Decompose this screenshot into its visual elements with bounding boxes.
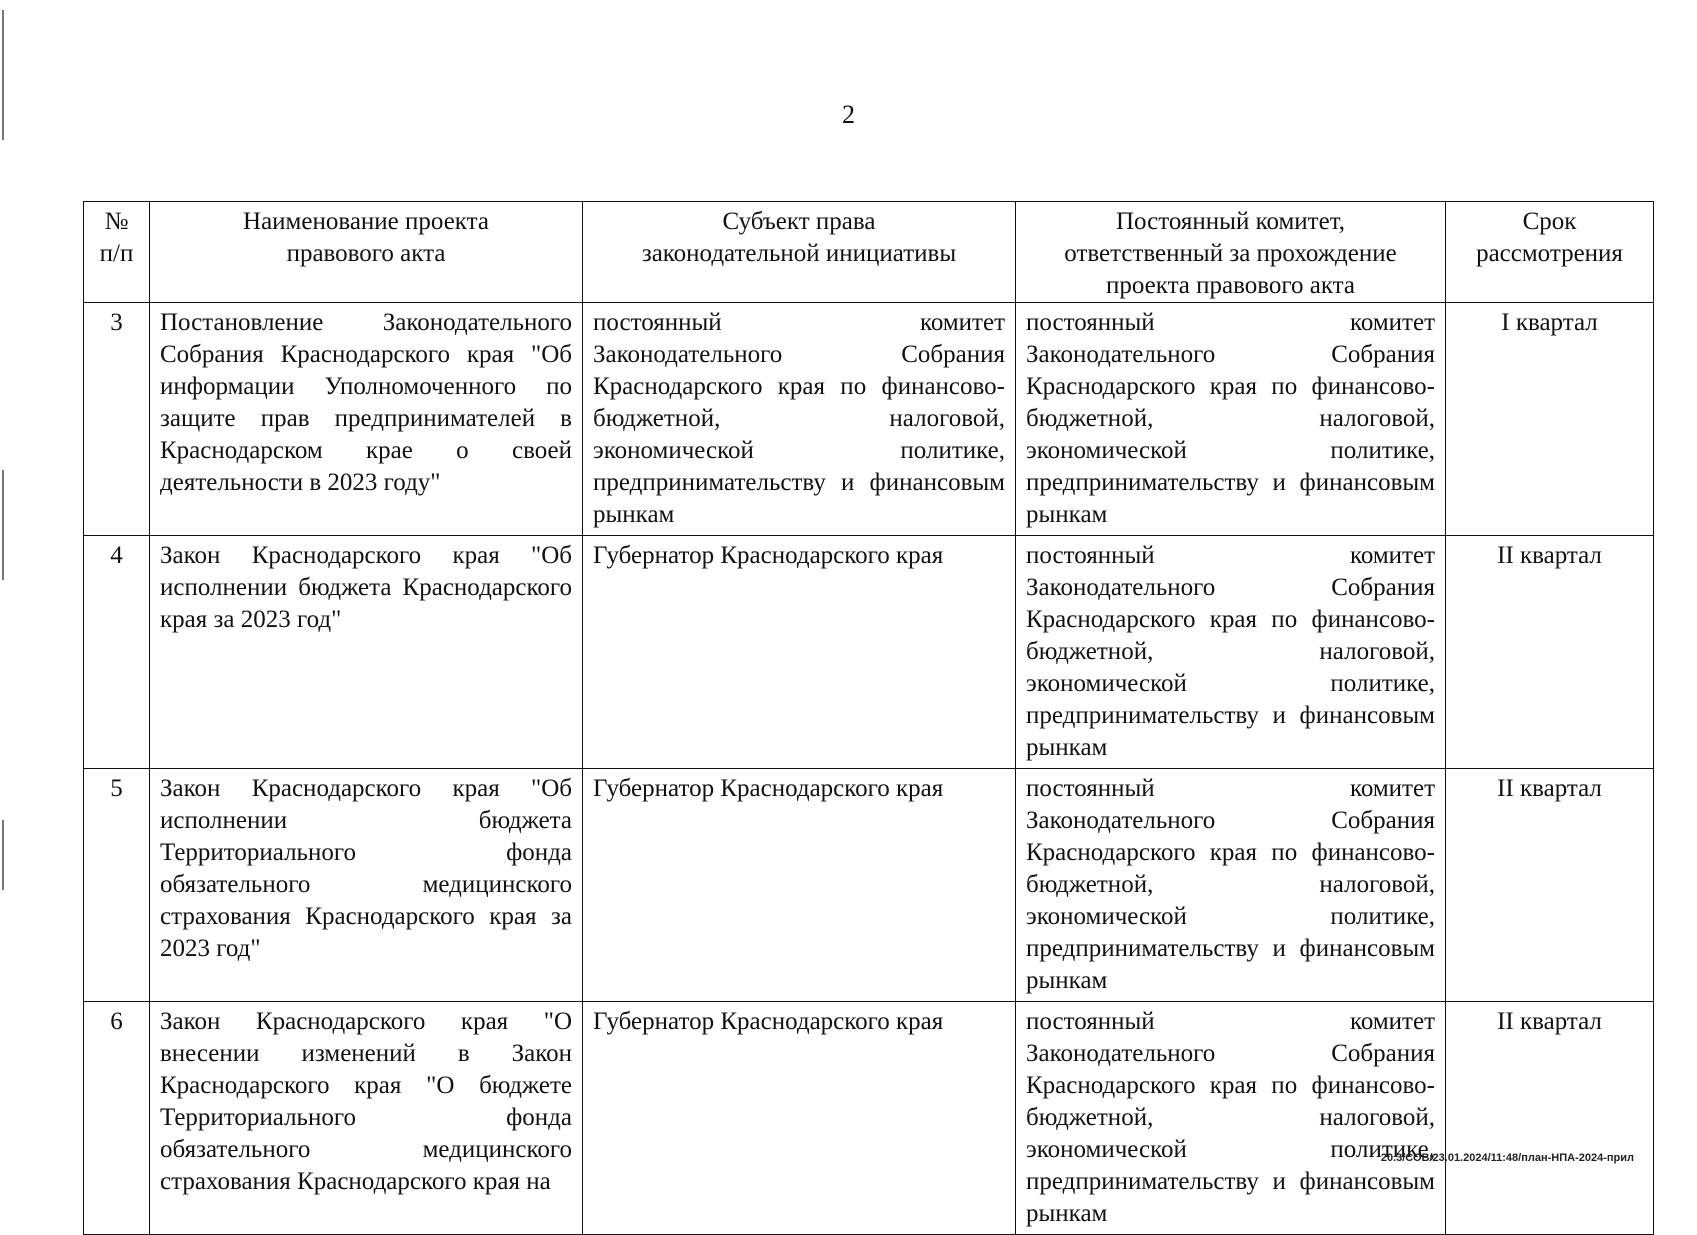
page-number: 2 [842, 100, 855, 129]
row-act-name: Закон Краснодарского края "О внесении изменений в Закон Краснодарского края "О бюджете Территориального фонда обязательного медицинского страхования Краснодарского края на [150, 1002, 583, 1235]
table-row [84, 536, 1654, 769]
row-number: 5 [84, 769, 150, 1002]
row-committee: постоянный комитет Законодательного Собрания Краснодарского края по финансово-бюджетной, налоговой, экономической политике, предпринимательству и финансовым рынкам [1016, 1002, 1446, 1235]
header-initiative-subject [583, 202, 1016, 303]
row-committee: постоянный комитет Законодательного Собрания Краснодарского края по финансово-бюджетной, налоговой, экономической политике, предпринимательству и финансовым рынкам [1016, 769, 1446, 1002]
row-initiative-subject: постоянный комитет Законодательного Собрания Краснодарского края по финансово-бюджетной, налоговой, экономической политике, предпринимательству и финансовым рынкам [583, 303, 1016, 536]
header-committee-label: Постоянный комитет, ответственный за прохождение проекта правового акта [1064, 208, 1397, 299]
header-term [1446, 202, 1654, 303]
row-act-name: Постановление Законодательного Собрания Краснодарского края "Об информации Уполномоченного по защите прав предпринимателей в Краснодарском крае о своей деятельности в 2023 году" [150, 303, 583, 536]
table-header-row [84, 202, 1654, 303]
row-number: 6 [84, 1002, 150, 1235]
row-term: II квартал [1446, 1002, 1654, 1235]
header-number-label: № п/п [99, 208, 134, 267]
row-number: 4 [84, 536, 150, 769]
header-act-name [150, 202, 583, 303]
header-number [84, 202, 150, 303]
row-term: II квартал [1446, 536, 1654, 769]
header-term-label: Срок рассмотрения [1476, 208, 1623, 267]
row-term: I квартал [1446, 303, 1654, 536]
document-footer-code: 20.3/СОВ/23.01.2024/11:48/план-НПА-2024-прил [1380, 1152, 1634, 1164]
table-row [84, 769, 1654, 1002]
row-act-name: Закон Краснодарского края "Об исполнении бюджета Краснодарского края за 2023 год" [150, 536, 583, 769]
row-number: 3 [84, 303, 150, 536]
row-initiative-subject: Губернатор Краснодарского края [583, 536, 1016, 769]
row-term: II квартал [1446, 769, 1654, 1002]
legislation-plan-table [83, 201, 1654, 1235]
row-act-name: Закон Краснодарского края "Об исполнении бюджета Территориального фонда обязательного медицинского страхования Краснодарского края за 2023 год" [150, 769, 583, 1002]
header-act-name-label: Наименование проекта правового акта [243, 208, 489, 267]
row-initiative-subject: Губернатор Краснодарского края [583, 1002, 1016, 1235]
table-row [84, 303, 1654, 536]
header-committee [1016, 202, 1446, 303]
header-initiative-subject-label: Субъект права законодательной инициативы [641, 208, 957, 267]
scan-edge-mark [2, 470, 4, 580]
row-committee: постоянный комитет Законодательного Собрания Краснодарского края по финансово-бюджетной, налоговой, экономической политике, предпринимательству и финансовым рынкам [1016, 536, 1446, 769]
scan-edge-mark [2, 820, 4, 890]
row-initiative-subject: Губернатор Краснодарского края [583, 769, 1016, 1002]
row-committee: постоянный комитет Законодательного Собрания Краснодарского края по финансово-бюджетной, налоговой, экономической политике, предпринимательству и финансовым рынкам [1016, 303, 1446, 536]
